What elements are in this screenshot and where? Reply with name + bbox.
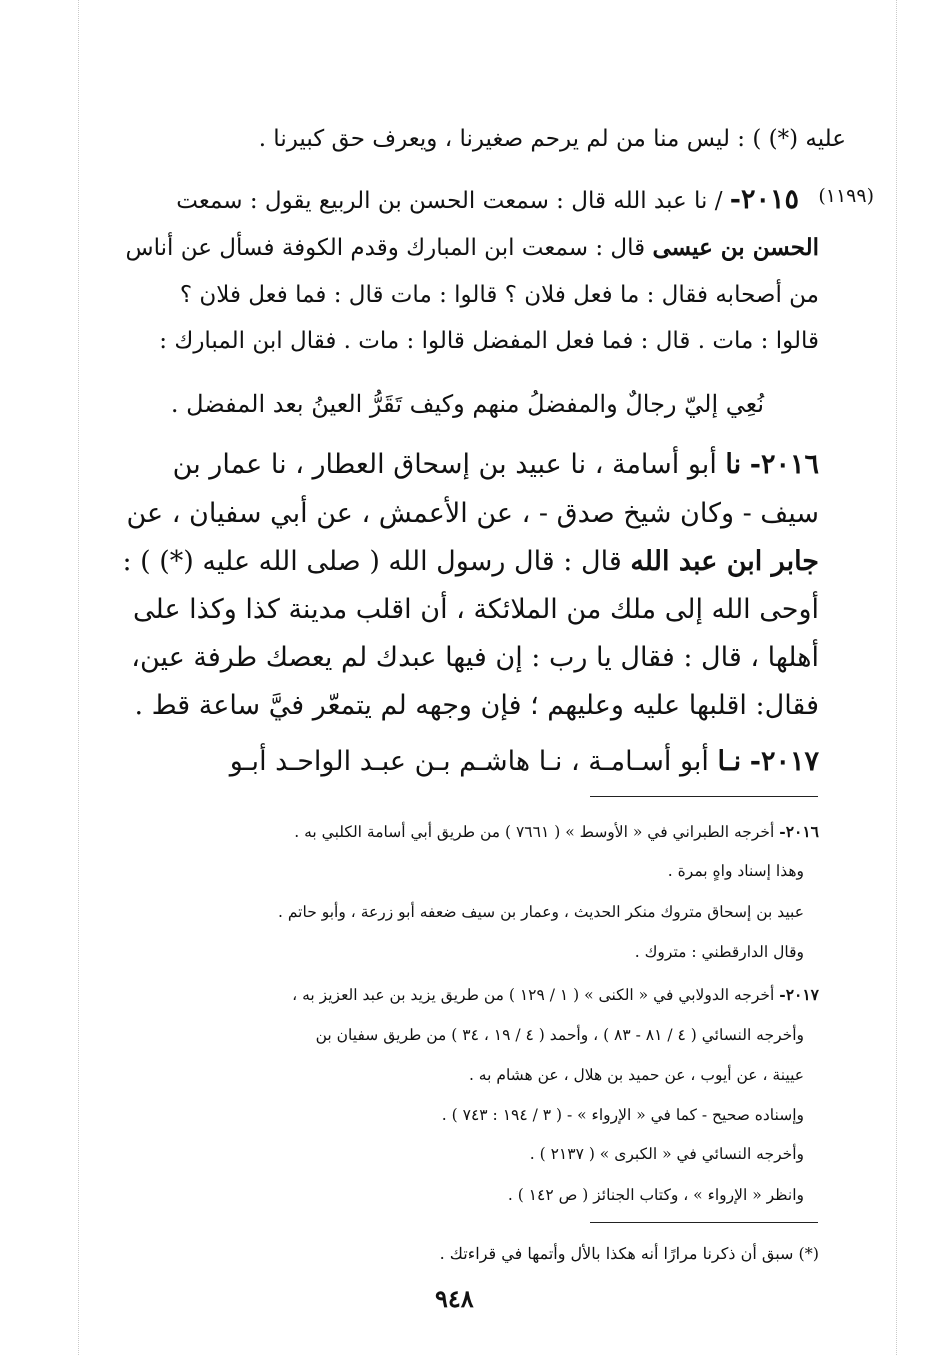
line-8-text: سيف - وكان شيخ صدق - ، عن الأعمش ، عن أبي سفيان ، عن	[126, 498, 819, 529]
text-line-9	[99, 548, 819, 575]
star-note-separator-rule	[590, 1222, 818, 1223]
footnote-2017-line-3	[104, 1066, 804, 1084]
footnote-2017-line-6-text: وانظر « الإرواء » ، وكتاب الجنائز ( ص ١٤٢ ) .	[507, 1186, 804, 1204]
narrator-name-hasan: الحسن بن عيسى	[652, 234, 819, 261]
margin-guide-left	[78, 0, 79, 1355]
footnote-2016-line-4	[104, 943, 804, 961]
star-note-text: سبق أن ذكرنا مرارًا أنه هكذا بالأل وأتمها في قراءتك .	[439, 1244, 794, 1263]
footnote-2016-line-4-text: وقال الدارقطني : متروك .	[634, 943, 804, 961]
hadith-number-2017: ٢٠١٧-	[749, 746, 819, 777]
footnote-2017-line-5	[104, 1145, 804, 1163]
footnote-number-2017: ٢٠١٧-	[779, 985, 819, 1004]
star-note-mark: (*)	[798, 1244, 819, 1263]
hadith-number-2015: ٢٠١٥-	[729, 184, 799, 215]
hadith-2015-heading-line	[99, 186, 799, 213]
text-line-11	[99, 644, 819, 671]
footnote-2017-line-6	[104, 1186, 804, 1204]
text-line-5	[99, 330, 819, 353]
hadith-2016-heading-line	[99, 451, 819, 478]
text-line-3	[99, 236, 819, 260]
hadith-2016-na: نا	[725, 449, 742, 480]
text-line-10	[99, 596, 819, 623]
line-12-text: فقال: اقلبها عليه وعليهم ؛ فإن وجهه لم يتمعّر فيَّ ساعة قط .	[134, 690, 819, 721]
hadith-2017-na: نـا	[717, 746, 742, 777]
line-5-text: قالوا : مات . قال : فما فعل المفضل قالوا : مات . فقال ابن المبارك :	[159, 328, 819, 354]
hadith-2015-text: / نا عبد الله قال : سمعت الحسن بن الربيع يقول : سمعت	[176, 188, 723, 214]
hadith-2017-heading-line	[99, 748, 819, 775]
footnote-2016-line-3-text: عبيد بن إسحاق متروك منكر الحديث ، وعمار بن سيف ضعفه أبو زرعة ، وأبو حاتم .	[278, 903, 804, 921]
narrator-name-jabir: جابر ابن عبد الله	[630, 546, 819, 577]
line-9-text: قال : قال رسول الله ( صلى الله عليه (*) ) :	[122, 546, 622, 577]
text-line-1	[106, 128, 846, 151]
footnote-2017-line-5-text: وأخرجه النسائي في « الكبرى » ( ٢١٣٧ ) .	[529, 1145, 804, 1163]
footnote-number-2016: ٢٠١٦-	[779, 822, 819, 841]
text-line-4	[99, 284, 819, 307]
footnote-2016-line-2	[104, 862, 804, 880]
footnote-2017-line-4	[104, 1106, 804, 1124]
hadith-number-2016: ٢٠١٦-	[749, 449, 819, 480]
footnote-2017-line-4-text: وإسناده صحيح - كما في « الإرواء » - ( ٣ / ١٩٤ : ٧٤٣ ) .	[441, 1106, 804, 1124]
line-3-text: قال : سمعت ابن المبارك وقدم الكوفة فسأل عن أناس	[125, 235, 646, 261]
text-line-8	[99, 500, 819, 527]
page-number	[435, 1284, 474, 1313]
footnote-2017-line-2-text: وأخرجه النسائي ( ٤ / ٨١ - ٨٣ ) ، وأحمد ( ٤ / ١٩ ، ٣٤ ) من طريق سفيان بن	[315, 1026, 804, 1044]
footnote-2017-line-2	[104, 1026, 804, 1044]
cross-reference-number	[818, 185, 874, 207]
line-4-text: من أصحابه فقال : ما فعل فلان ؟ قالوا : مات قال : فما فعل فلان ؟	[179, 282, 819, 308]
footnote-2017-line-1	[99, 985, 819, 1004]
line-10-text: أوحى الله إلى ملك من الملائكة ، أن اقلب مدينة كذا وكذا على	[133, 594, 819, 625]
footnote-2016-line-1	[99, 822, 819, 841]
text-line-12	[99, 692, 819, 719]
verse-text: نُعِي إليّ رجالٌ والمفضلُ منهم وكيف تَقَرُّ العينُ بعد المفضل .	[170, 390, 764, 418]
star-note-line	[99, 1244, 819, 1263]
hadith-2016-text: أبو أسامة ، نا عبيد بن إسحاق العطار ، نا عمار بن	[172, 449, 717, 480]
line-1-text: عليه (*) ) : ليس منا من لم يرحم صغيرنا ، ويعرف حق كبيرنا .	[258, 126, 846, 152]
cross-reference-text: (١١٩٩)	[818, 185, 874, 207]
footnote-separator-rule	[590, 796, 818, 797]
footnote-2017-line-3-text: عيينة ، عن أيوب ، عن حميد بن هلال ، عن هشام به .	[468, 1066, 804, 1084]
footnote-2016-line-3	[104, 903, 804, 921]
footnote-2016-line-2-text: وهذا إسناد واهٍ بمرة .	[667, 862, 804, 880]
hadith-2017-text: أبو أسـامـة ، نـا هاشـم بـن عبـد الواحـد أبـو	[229, 746, 709, 777]
line-11-text: أهلها ، قال : فقال يا رب : إن فيها عبدك لم يعصك طرفة عين،	[131, 642, 819, 673]
page-number-text: ٩٤٨	[435, 1284, 474, 1313]
footnote-2017-text: أخرجه الدولابي في « الكنى » ( ١ / ١٢٩ ) من طريق يزيد بن عبد العزيز به ،	[292, 986, 775, 1004]
footnote-2016-text: أخرجه الطبراني في « الأوسط » ( ٧٦٦١ ) من طريق أبي أسامة الكلبي به .	[294, 823, 775, 841]
poetry-verse	[144, 392, 764, 416]
margin-guide-right	[896, 0, 897, 1355]
